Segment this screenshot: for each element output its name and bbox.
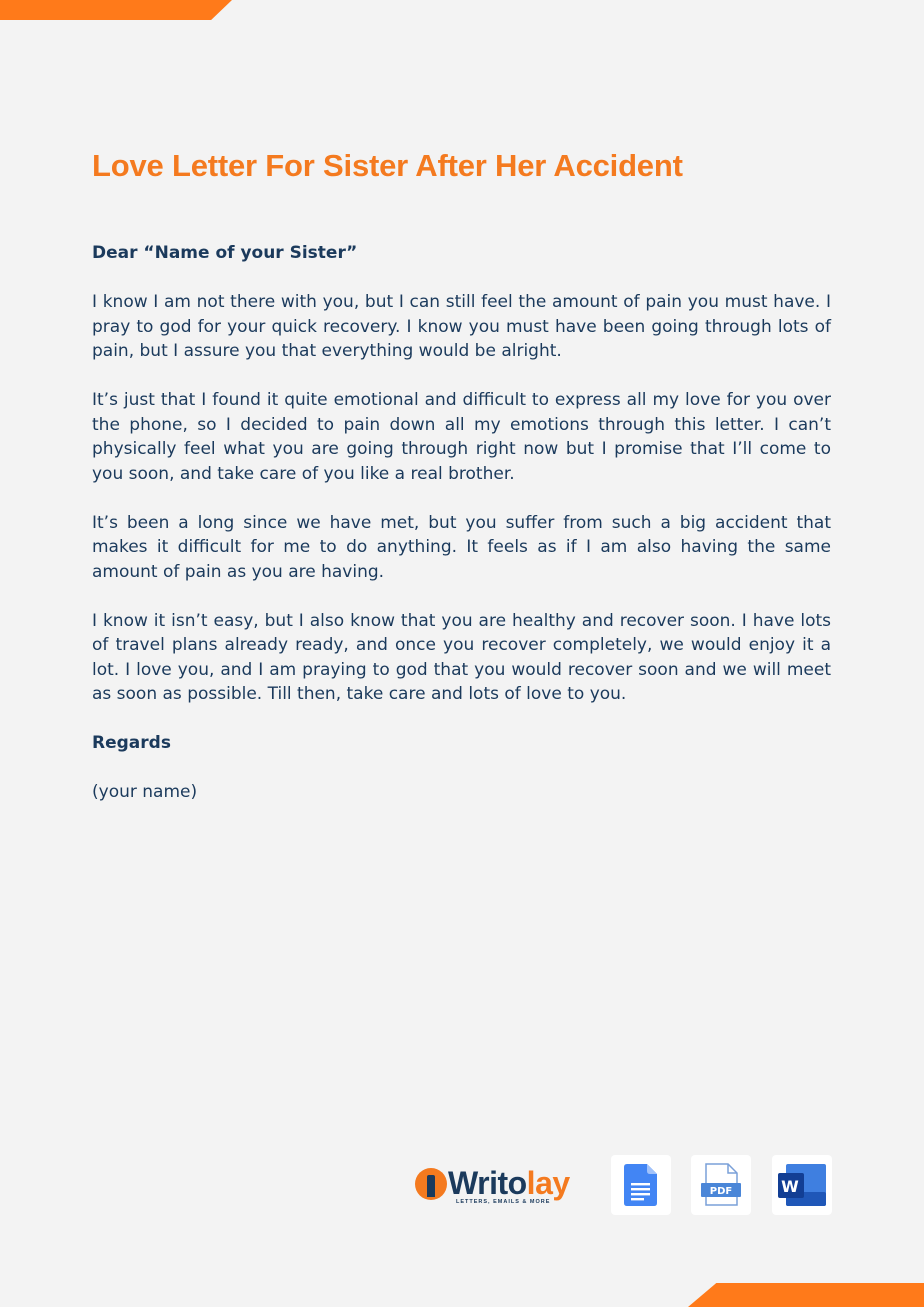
pdf-file-icon (700, 1163, 742, 1207)
letter-paragraph: I know it isn’t easy, but I also know that you are healthy and recover soon. I have lots of travel plans already ready, and once you recover completely, we would enjoy it a lot. I love you, and I am praying to god that you would recover soon and we will meet as soon as possible. Till then, take care and lots of love to you. (92, 610, 831, 704)
download-google-docs-button[interactable] (611, 1155, 671, 1215)
letter-paragraph: It’s just that I found it quite emotional and difficult to express all my love for you over the phone, so I decided to pain down all my emotions through this letter. I can’t physically feel what you are going through right now but I promise that I’ll come to you soon, and take care of you like a real brother. (92, 390, 831, 484)
corner-decoration-bottom (688, 1283, 924, 1307)
word-label: W (781, 1177, 799, 1196)
logo-name-accent: lay (526, 1165, 570, 1201)
ms-word-icon (778, 1164, 826, 1206)
letter-body (92, 241, 831, 829)
letter-paragraph: It’s been a long since we have met, but you suffer from such a big accident that makes it difficult for me to do anything. It feels as if I am also having the same amount of pain as you are having. (92, 512, 831, 582)
logo-name-main: Writo (448, 1165, 527, 1201)
footer-bar (412, 1155, 832, 1215)
logo-tagline: LETTERS, EMAILS & MORE (456, 1199, 551, 1205)
download-pdf-button[interactable] (691, 1155, 751, 1215)
corner-decoration-top (0, 0, 232, 20)
download-word-button[interactable] (772, 1155, 832, 1215)
google-docs-icon (624, 1164, 658, 1206)
pen-logo-icon (415, 1168, 447, 1200)
letter-paragraph: I know I am not there with you, but I can still feel the amount of pain you must have. I pray to god for your quick recovery. I know you must have been going through lots of pain, but I assure you that everything would be alright. (92, 292, 831, 361)
letter-title: Love Letter For Sister After Her Accident (92, 148, 683, 183)
writolay-logo[interactable] (412, 1165, 584, 1207)
letter-closing: Regards (92, 733, 171, 753)
letter-signature: (your name) (92, 782, 198, 802)
logo-wordmark (448, 1165, 570, 1201)
letter-salutation: Dear “Name of your Sister” (92, 243, 358, 263)
pdf-label: PDF (709, 1186, 733, 1197)
